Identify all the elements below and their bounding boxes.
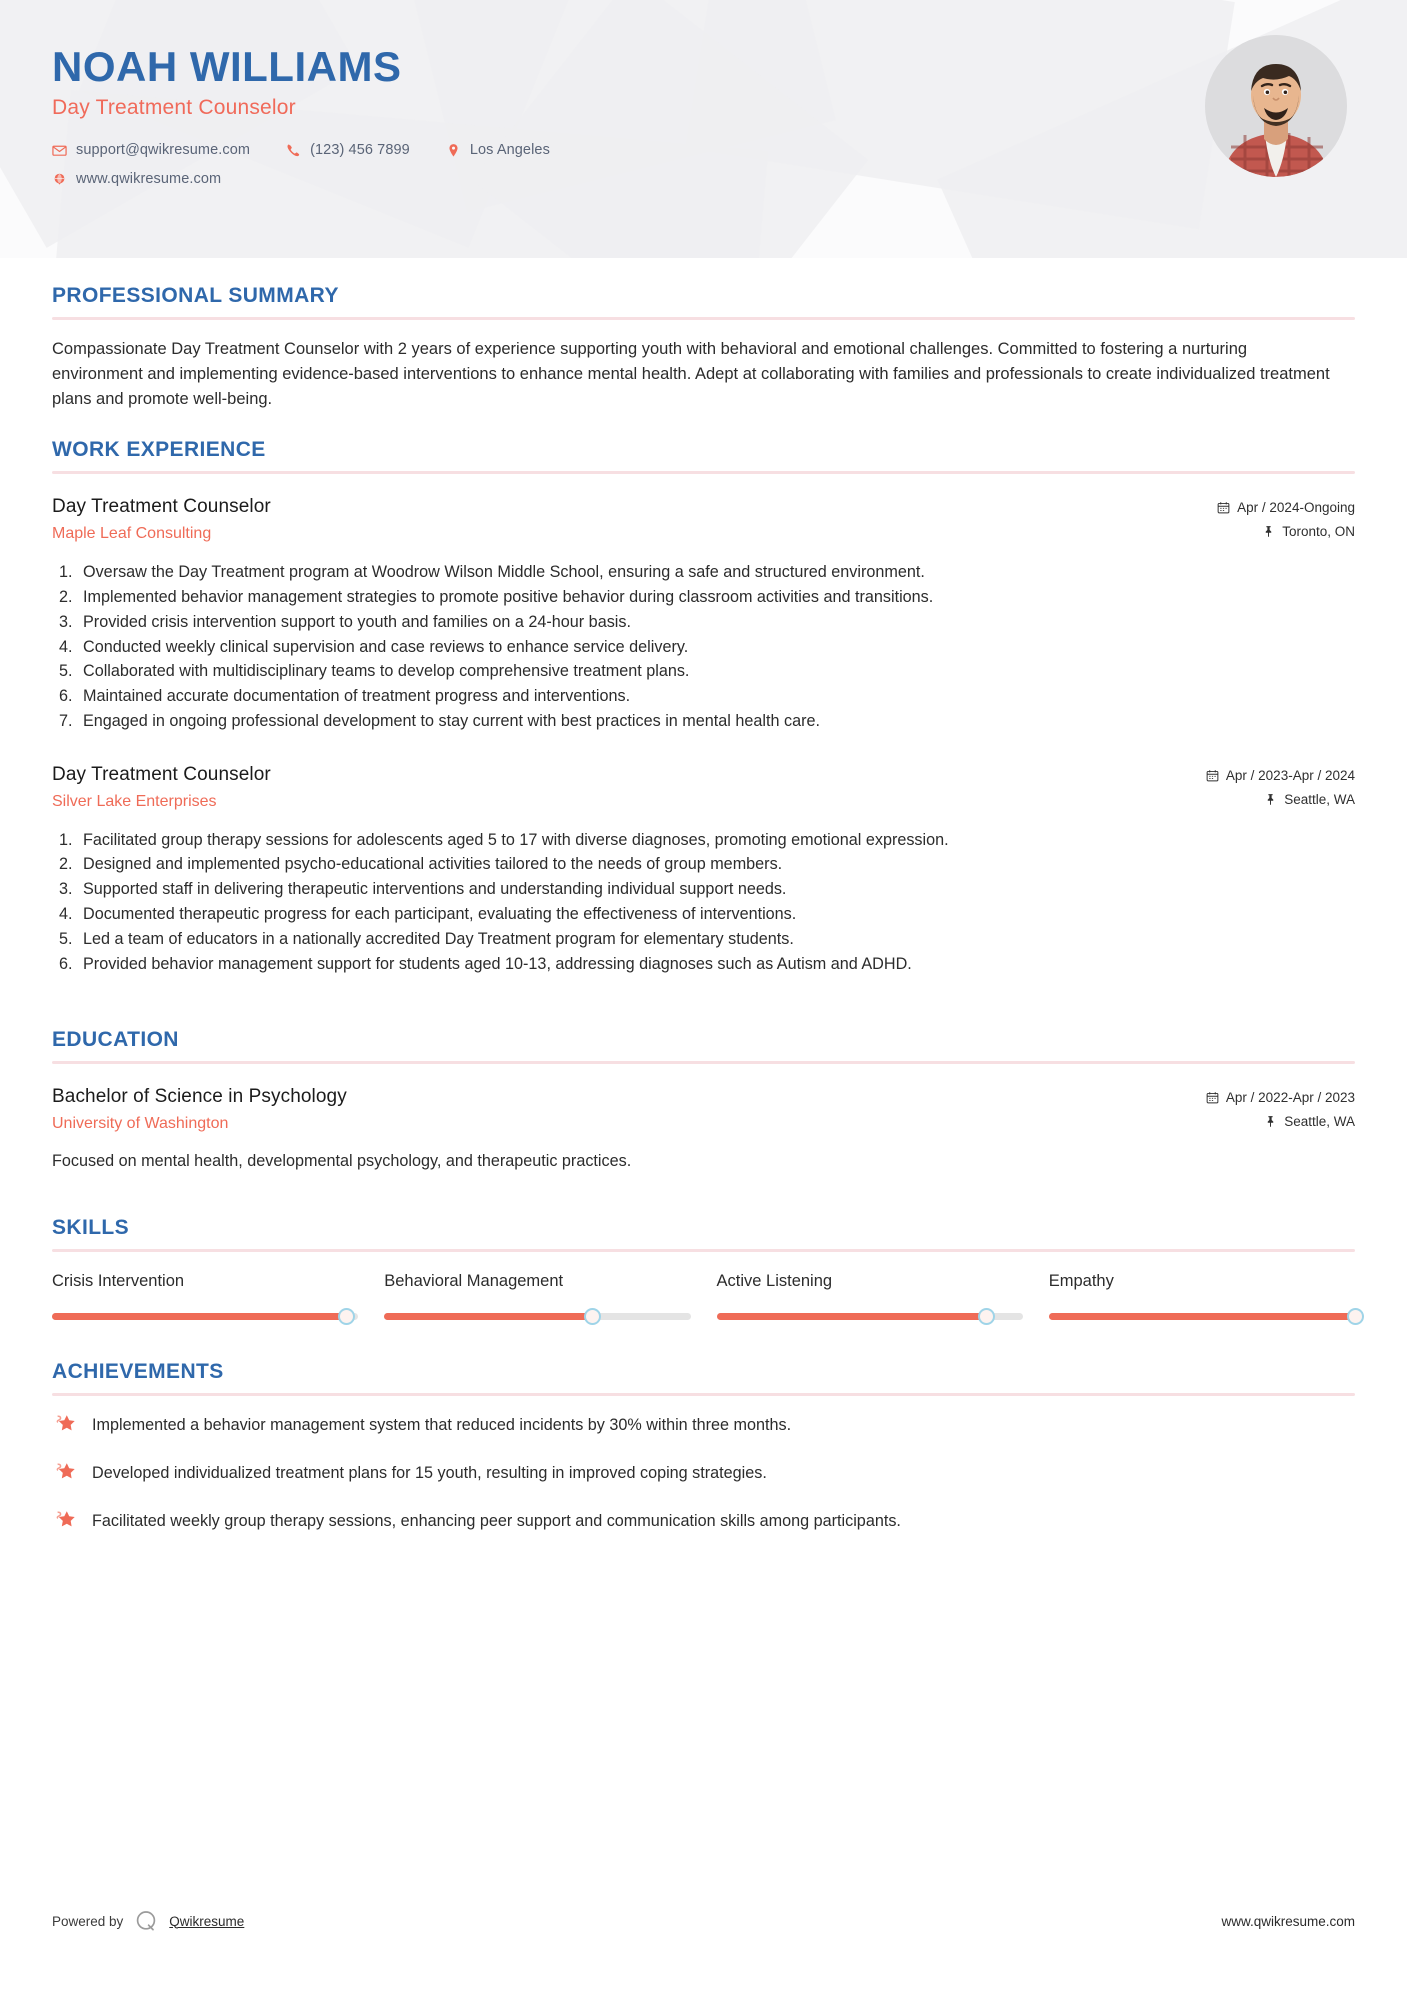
contact-row-primary	[52, 142, 1407, 158]
skill-bar-track[interactable]	[52, 1313, 358, 1320]
work-entry	[52, 496, 1355, 733]
skill-label: Active Listening	[716, 1271, 833, 1290]
section-divider	[52, 1249, 1355, 1252]
skill-bar-knob[interactable]	[584, 1308, 601, 1325]
skill-bar-track[interactable]	[384, 1313, 690, 1320]
achievement-item	[52, 1510, 1355, 1534]
education-degree: Bachelor of Science in Psychology	[52, 1086, 347, 1108]
education-date	[1206, 1090, 1355, 1105]
bullet-item: Maintained accurate documentation of treatment progress and interventions.	[83, 687, 631, 706]
achievement-text: Developed individualized treatment plans for 15 youth, resulting in improved coping strategies.	[92, 1463, 767, 1482]
skill-bar-fill	[1049, 1313, 1355, 1320]
bullet-item: Supported staff in delivering therapeutic interventions and understanding individual support needs.	[83, 880, 787, 899]
work-entry-location	[1206, 792, 1355, 807]
section-professional-summary	[52, 284, 1355, 412]
achievement-item	[52, 1414, 1355, 1438]
section-achievements	[52, 1360, 1355, 1534]
section-divider	[52, 1061, 1355, 1064]
education-description: Focused on mental health, developmental psychology, and therapeutic practices.	[52, 1152, 632, 1171]
work-entry-location-text: Seattle, WA	[1284, 791, 1355, 807]
work-entry-date	[1217, 500, 1355, 515]
education-entry	[52, 1086, 1355, 1173]
education-location	[1206, 1114, 1355, 1129]
skill-bar-knob[interactable]	[338, 1308, 355, 1325]
bullet-item: Provided crisis intervention support to youth and families on a 24-hour basis.	[83, 612, 631, 631]
section-title-achievements: ACHIEVEMENTS	[52, 1359, 224, 1383]
skill-item	[384, 1272, 690, 1320]
skill-label: Crisis Intervention	[52, 1271, 185, 1290]
footer-powered-by-label: Powered by	[52, 1913, 124, 1929]
contact-email[interactable]	[52, 142, 250, 158]
work-entry-title: Day Treatment Counselor	[52, 496, 271, 518]
work-entry-date-text: Apr / 2024-Ongoing	[1237, 500, 1355, 516]
work-entry-bullets	[52, 828, 1355, 977]
section-divider	[52, 471, 1355, 474]
contact-location	[446, 142, 550, 158]
section-work-experience	[52, 438, 1355, 976]
bullet-item: Implemented behavior management strategies to promote positive behavior during classroom activities and transitions.	[83, 588, 934, 607]
contact-website[interactable]	[52, 171, 221, 187]
skill-item	[1049, 1272, 1355, 1320]
skill-bar-track[interactable]	[717, 1313, 1023, 1320]
bullet-item: Conducted weekly clinical supervision and case reviews to enhance service delivery.	[83, 637, 689, 656]
work-entry	[52, 764, 1355, 977]
section-divider	[52, 317, 1355, 320]
achievements-list	[52, 1414, 1355, 1534]
star-icon	[52, 1508, 78, 1534]
bullet-item: Collaborated with multidisciplinary teams to develop comprehensive treatment plans.	[83, 662, 690, 681]
summary-text: Compassionate Day Treatment Counselor with 2 years of experience supporting youth with behavioral and emotional challenges. Committed to fostering a nurturing environment and implementing evidence-based interventions to enhance mental health. Adept at collaborating with families and professionals to create individualized treatment plans and promote well-being.	[52, 340, 1330, 409]
education-location-text: Seattle, WA	[1284, 1114, 1355, 1130]
skill-label: Behavioral Management	[384, 1271, 564, 1290]
contact-email-text: support@qwikresume.com	[76, 142, 251, 159]
calendar-icon	[1206, 769, 1219, 782]
contact-phone[interactable]	[286, 142, 410, 158]
work-entry-company: Silver Lake Enterprises	[52, 792, 217, 810]
section-title-work: WORK EXPERIENCE	[52, 438, 266, 462]
skill-bar-fill	[384, 1313, 592, 1320]
skill-item	[52, 1272, 358, 1320]
work-entry-location-text: Toronto, ON	[1282, 524, 1355, 540]
skill-bar-fill	[52, 1313, 346, 1320]
candidate-job-title: Day Treatment Counselor	[52, 96, 296, 120]
achievement-item	[52, 1462, 1355, 1486]
footer-brand-link[interactable]: Qwikresume	[169, 1913, 245, 1929]
pin-icon	[1264, 793, 1277, 806]
contact-row-website	[52, 171, 1407, 187]
education-date-text: Apr / 2022-Apr / 2023	[1225, 1090, 1355, 1106]
work-entry-bullets	[52, 560, 1355, 733]
resume-header	[0, 0, 1407, 258]
contact-phone-text: (123) 456 7899	[310, 142, 410, 159]
footer-branding	[52, 1908, 244, 1934]
star-icon	[52, 1460, 78, 1486]
avatar	[1205, 35, 1347, 177]
pin-icon	[1262, 525, 1275, 538]
qwikresume-logo-icon	[133, 1908, 159, 1934]
bullet-item: Oversaw the Day Treatment program at Woodrow Wilson Middle School, ensuring a safe and structured environment.	[83, 563, 925, 582]
section-divider	[52, 1393, 1355, 1396]
contact-details	[52, 142, 1407, 187]
work-entry-company: Maple Leaf Consulting	[52, 525, 212, 543]
pin-icon	[1264, 1115, 1277, 1128]
skills-grid	[52, 1272, 1355, 1320]
envelope-icon	[52, 143, 67, 158]
work-entry-title: Day Treatment Counselor	[52, 763, 271, 785]
footer-website[interactable]: www.qwikresume.com	[1221, 1913, 1355, 1929]
skill-item	[717, 1272, 1023, 1320]
section-title-education: EDUCATION	[52, 1028, 179, 1052]
achievement-text: Facilitated weekly group therapy sessions, enhancing peer support and communication skills among participants.	[92, 1511, 901, 1530]
contact-website-text: www.qwikresume.com	[76, 171, 222, 188]
section-title-skills: SKILLS	[52, 1215, 130, 1239]
candidate-name: NOAH WILLIAMS	[52, 43, 402, 90]
work-entry-location	[1217, 524, 1355, 539]
skill-bar-knob[interactable]	[1347, 1308, 1364, 1325]
bullet-item: Led a team of educators in a nationally accredited Day Treatment program for elementary students.	[83, 929, 794, 948]
education-school: University of Washington	[52, 1115, 229, 1133]
phone-icon	[286, 143, 301, 158]
work-entry-date	[1206, 768, 1355, 783]
achievement-text: Implemented a behavior management system that reduced incidents by 30% within three months.	[92, 1415, 792, 1434]
section-education	[52, 1028, 1355, 1173]
bullet-item: Designed and implemented psycho-educational activities tailored to the needs of group members.	[83, 855, 783, 874]
skill-label: Empathy	[1048, 1271, 1114, 1290]
skill-bar-fill	[717, 1313, 987, 1320]
map-pin-icon	[446, 143, 461, 158]
skill-bar-track[interactable]	[1049, 1313, 1355, 1320]
bullet-item: Documented therapeutic progress for each participant, evaluating the effectiveness of interventions.	[83, 905, 797, 924]
page-footer	[52, 1908, 1355, 1934]
contact-location-text: Los Angeles	[469, 142, 550, 159]
star-icon	[52, 1412, 78, 1438]
globe-icon	[52, 172, 67, 187]
section-skills	[52, 1216, 1355, 1320]
bullet-item: Facilitated group therapy sessions for adolescents aged 5 to 17 with diverse diagnoses, promoting emotional expression.	[83, 830, 949, 849]
calendar-icon	[1206, 1091, 1219, 1104]
bullet-item: Provided behavior management support for students aged 10-13, addressing diagnoses such as Autism and ADHD.	[83, 954, 912, 973]
skill-bar-knob[interactable]	[978, 1308, 995, 1325]
section-title-summary: PROFESSIONAL SUMMARY	[52, 284, 339, 307]
calendar-icon	[1217, 501, 1230, 514]
bullet-item: Engaged in ongoing professional development to stay current with best practices in mental health care.	[83, 711, 820, 730]
work-entry-date-text: Apr / 2023-Apr / 2024	[1225, 767, 1355, 783]
